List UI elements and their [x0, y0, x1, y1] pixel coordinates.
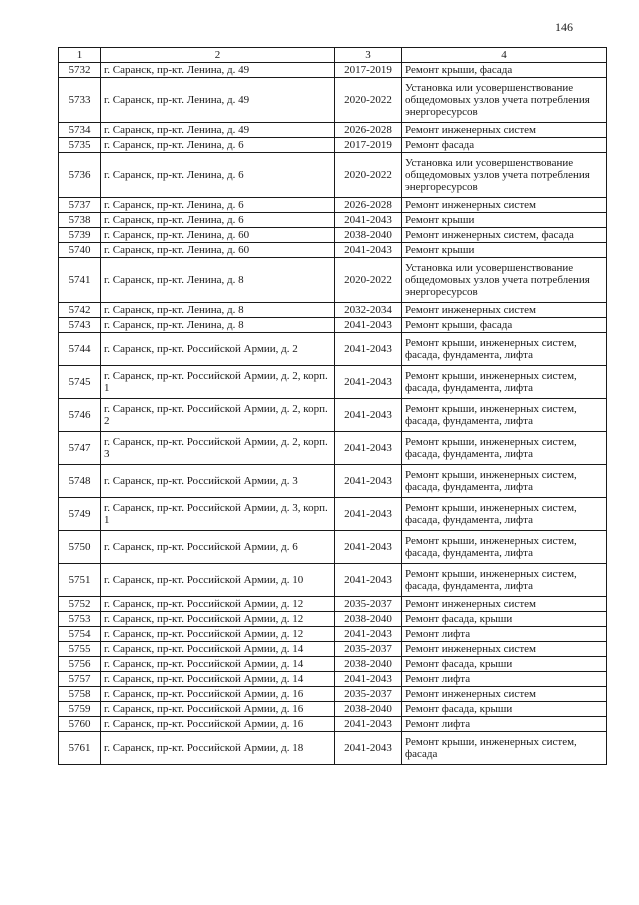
row-work-type: Ремонт крыши: [402, 243, 607, 258]
table-row: [59, 702, 607, 717]
table-row: [59, 732, 607, 765]
row-address: г. Саранск, пр-кт. Российской Армии, д. 16: [101, 702, 335, 717]
row-period: 2017-2019: [335, 63, 402, 78]
row-number: 5744: [59, 333, 101, 366]
row-work-type: Ремонт крыши, инженерных систем, фасада, фундамента, лифта: [402, 498, 607, 531]
row-address: г. Саранск, пр-кт. Ленина, д. 49: [101, 63, 335, 78]
row-period: 2041-2043: [335, 717, 402, 732]
table-row: [59, 717, 607, 732]
row-work-type: Ремонт фасада, крыши: [402, 702, 607, 717]
row-number: 5733: [59, 78, 101, 123]
table-row: [59, 63, 607, 78]
row-number: 5740: [59, 243, 101, 258]
row-work-type: Ремонт крыши, инженерных систем, фасада, фундамента, лифта: [402, 465, 607, 498]
table-row: [59, 627, 607, 642]
table-row: [59, 198, 607, 213]
row-work-type: Ремонт крыши: [402, 213, 607, 228]
row-number: 5747: [59, 432, 101, 465]
row-period: 2020-2022: [335, 153, 402, 198]
row-address: г. Саранск, пр-кт. Ленина, д. 49: [101, 78, 335, 123]
row-number: 5756: [59, 657, 101, 672]
row-address: г. Саранск, пр-кт. Российской Армии, д. 6: [101, 531, 335, 564]
row-work-type: Ремонт инженерных систем: [402, 123, 607, 138]
table-row: [59, 498, 607, 531]
row-number: 5735: [59, 138, 101, 153]
table-row: [59, 258, 607, 303]
table-row: [59, 138, 607, 153]
row-number: 5746: [59, 399, 101, 432]
row-address: г. Саранск, пр-кт. Российской Армии, д. 3: [101, 465, 335, 498]
row-period: 2041-2043: [335, 732, 402, 765]
row-work-type: Ремонт фасада, крыши: [402, 612, 607, 627]
row-number: 5749: [59, 498, 101, 531]
row-period: 2035-2037: [335, 687, 402, 702]
row-address: г. Саранск, пр-кт. Ленина, д. 6: [101, 213, 335, 228]
row-work-type: Ремонт крыши, фасада: [402, 63, 607, 78]
row-address: г. Саранск, пр-кт. Ленина, д. 8: [101, 303, 335, 318]
table-row: [59, 213, 607, 228]
table-row: [59, 531, 607, 564]
table-row: [59, 366, 607, 399]
table-row: [59, 687, 607, 702]
row-work-type: Ремонт лифта: [402, 627, 607, 642]
page-number: 146: [555, 20, 573, 34]
row-address: г. Саранск, пр-кт. Российской Армии, д. 3, корп. 1: [101, 498, 335, 531]
table-row: [59, 333, 607, 366]
row-address: г. Саранск, пр-кт. Российской Армии, д. 2, корп. 1: [101, 366, 335, 399]
row-work-type: Ремонт инженерных систем: [402, 303, 607, 318]
capital-repair-table: [58, 47, 607, 765]
row-period: 2041-2043: [335, 672, 402, 687]
row-period: 2020-2022: [335, 258, 402, 303]
row-number: 5758: [59, 687, 101, 702]
row-number: 5736: [59, 153, 101, 198]
row-period: 2041-2043: [335, 627, 402, 642]
row-period: 2038-2040: [335, 657, 402, 672]
row-period: 2032-2034: [335, 303, 402, 318]
column-header: 3: [335, 48, 402, 63]
row-number: 5755: [59, 642, 101, 657]
row-period: 2041-2043: [335, 432, 402, 465]
row-address: г. Саранск, пр-кт. Российской Армии, д. 2, корп. 3: [101, 432, 335, 465]
row-address: г. Саранск, пр-кт. Ленина, д. 60: [101, 243, 335, 258]
row-period: 2041-2043: [335, 531, 402, 564]
row-number: 5743: [59, 318, 101, 333]
row-address: г. Саранск, пр-кт. Ленина, д. 60: [101, 228, 335, 243]
column-header: 2: [101, 48, 335, 63]
table-row: [59, 153, 607, 198]
table-body: [59, 63, 607, 765]
row-address: г. Саранск, пр-кт. Российской Армии, д. 16: [101, 717, 335, 732]
row-work-type: Установка или усовершенствование общедомовых узлов учета потребления энергоресурсов: [402, 153, 607, 198]
table-row: [59, 642, 607, 657]
row-work-type: Установка или усовершенствование общедомовых узлов учета потребления энергоресурсов: [402, 258, 607, 303]
table-row: [59, 243, 607, 258]
row-number: 5745: [59, 366, 101, 399]
row-work-type: Ремонт инженерных систем, фасада: [402, 228, 607, 243]
row-number: 5761: [59, 732, 101, 765]
row-period: 2041-2043: [335, 465, 402, 498]
row-work-type: Ремонт крыши, инженерных систем, фасада, фундамента, лифта: [402, 399, 607, 432]
row-number: 5753: [59, 612, 101, 627]
row-period: 2038-2040: [335, 702, 402, 717]
row-work-type: Ремонт инженерных систем: [402, 687, 607, 702]
row-period: 2038-2040: [335, 612, 402, 627]
column-header: 4: [402, 48, 607, 63]
row-address: г. Саранск, пр-кт. Ленина, д. 49: [101, 123, 335, 138]
row-address: г. Саранск, пр-кт. Российской Армии, д. 16: [101, 687, 335, 702]
row-number: 5750: [59, 531, 101, 564]
row-period: 2041-2043: [335, 366, 402, 399]
row-period: 2041-2043: [335, 213, 402, 228]
table-row: [59, 78, 607, 123]
row-address: г. Саранск, пр-кт. Российской Армии, д. 10: [101, 564, 335, 597]
table-row: [59, 123, 607, 138]
row-work-type: Ремонт крыши, инженерных систем, фасада: [402, 732, 607, 765]
row-number: 5741: [59, 258, 101, 303]
table-row: [59, 318, 607, 333]
row-period: 2020-2022: [335, 78, 402, 123]
row-period: 2041-2043: [335, 399, 402, 432]
table-header: [59, 48, 607, 63]
row-period: 2017-2019: [335, 138, 402, 153]
row-address: г. Саранск, пр-кт. Российской Армии, д. 14: [101, 642, 335, 657]
row-period: 2026-2028: [335, 198, 402, 213]
row-number: 5739: [59, 228, 101, 243]
row-work-type: Ремонт лифта: [402, 672, 607, 687]
row-address: г. Саранск, пр-кт. Российской Армии, д. 12: [101, 612, 335, 627]
row-work-type: Установка или усовершенствование общедомовых узлов учета потребления энергоресурсов: [402, 78, 607, 123]
table-row: [59, 465, 607, 498]
row-number: 5732: [59, 63, 101, 78]
row-address: г. Саранск, пр-кт. Российской Армии, д. 14: [101, 672, 335, 687]
row-number: 5757: [59, 672, 101, 687]
row-number: 5734: [59, 123, 101, 138]
row-period: 2026-2028: [335, 123, 402, 138]
row-period: 2041-2043: [335, 333, 402, 366]
row-address: г. Саранск, пр-кт. Ленина, д. 6: [101, 138, 335, 153]
row-work-type: Ремонт крыши, инженерных систем, фасада, фундамента, лифта: [402, 531, 607, 564]
table-row: [59, 432, 607, 465]
row-number: 5759: [59, 702, 101, 717]
row-number: 5751: [59, 564, 101, 597]
row-address: г. Саранск, пр-кт. Российской Армии, д. 14: [101, 657, 335, 672]
row-work-type: Ремонт фасада: [402, 138, 607, 153]
row-address: г. Саранск, пр-кт. Ленина, д. 8: [101, 258, 335, 303]
row-number: 5760: [59, 717, 101, 732]
row-work-type: Ремонт лифта: [402, 717, 607, 732]
table-row: [59, 228, 607, 243]
table-row: [59, 657, 607, 672]
row-number: 5742: [59, 303, 101, 318]
row-work-type: Ремонт крыши, инженерных систем, фасада, фундамента, лифта: [402, 432, 607, 465]
row-work-type: Ремонт инженерных систем: [402, 642, 607, 657]
row-number: 5754: [59, 627, 101, 642]
row-period: 2035-2037: [335, 597, 402, 612]
row-work-type: Ремонт крыши, инженерных систем, фасада, фундамента, лифта: [402, 366, 607, 399]
row-period: 2038-2040: [335, 228, 402, 243]
row-work-type: Ремонт фасада, крыши: [402, 657, 607, 672]
row-address: г. Саранск, пр-кт. Российской Армии, д. 12: [101, 597, 335, 612]
row-address: г. Саранск, пр-кт. Ленина, д. 8: [101, 318, 335, 333]
row-work-type: Ремонт инженерных систем: [402, 597, 607, 612]
row-period: 2041-2043: [335, 318, 402, 333]
row-period: 2041-2043: [335, 564, 402, 597]
row-number: 5738: [59, 213, 101, 228]
row-work-type: Ремонт крыши, фасада: [402, 318, 607, 333]
table-row: [59, 612, 607, 627]
row-period: 2041-2043: [335, 498, 402, 531]
row-address: г. Саранск, пр-кт. Российской Армии, д. 2: [101, 333, 335, 366]
row-address: г. Саранск, пр-кт. Российской Армии, д. 12: [101, 627, 335, 642]
table-row: [59, 597, 607, 612]
row-work-type: Ремонт крыши, инженерных систем, фасада, фундамента, лифта: [402, 564, 607, 597]
table-row: [59, 399, 607, 432]
row-address: г. Саранск, пр-кт. Российской Армии, д. 18: [101, 732, 335, 765]
row-work-type: Ремонт крыши, инженерных систем, фасада, фундамента, лифта: [402, 333, 607, 366]
row-number: 5737: [59, 198, 101, 213]
row-number: 5748: [59, 465, 101, 498]
row-period: 2035-2037: [335, 642, 402, 657]
row-period: 2041-2043: [335, 243, 402, 258]
row-work-type: Ремонт инженерных систем: [402, 198, 607, 213]
table-row: [59, 672, 607, 687]
table-row: [59, 303, 607, 318]
row-address: г. Саранск, пр-кт. Ленина, д. 6: [101, 153, 335, 198]
row-address: г. Саранск, пр-кт. Ленина, д. 6: [101, 198, 335, 213]
row-number: 5752: [59, 597, 101, 612]
column-header: 1: [59, 48, 101, 63]
row-address: г. Саранск, пр-кт. Российской Армии, д. 2, корп. 2: [101, 399, 335, 432]
table-row: [59, 564, 607, 597]
